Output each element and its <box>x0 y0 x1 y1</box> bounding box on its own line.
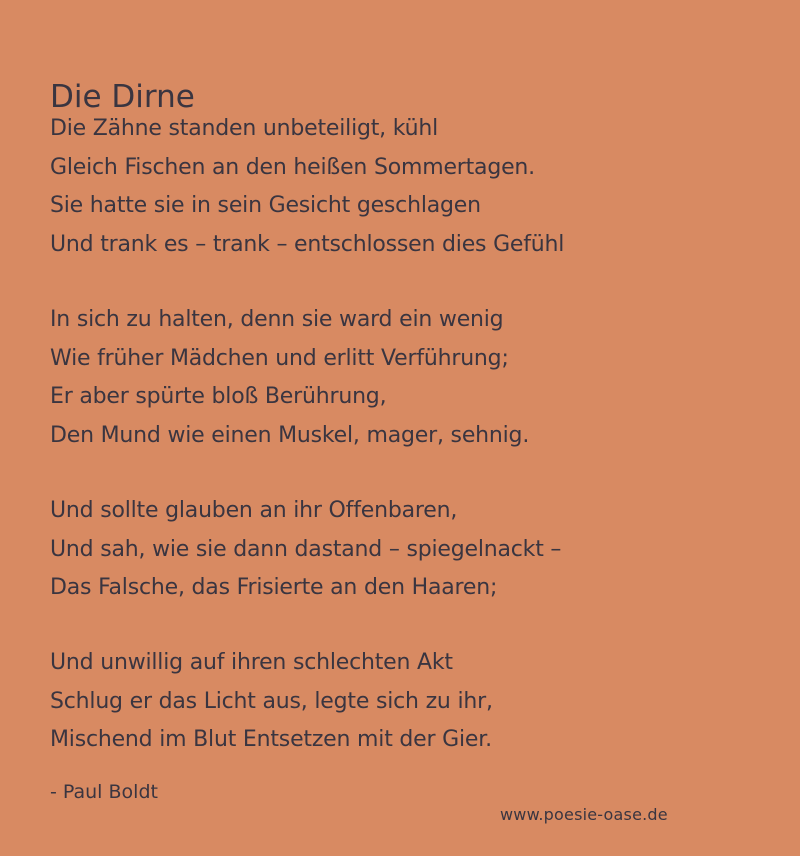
poem-line: Sie hatte sie in sein Gesicht geschlagen <box>50 193 481 218</box>
poem-line: Wie früher Mädchen und erlitt Verführung; <box>50 345 509 371</box>
poem-line: Die Zähne standen unbeteiligt, kühl <box>50 116 439 141</box>
stanza-3 <box>50 492 561 608</box>
poem-line: Und sollte glauben an ihr Offenbaren, <box>50 498 458 523</box>
stanza-4 <box>50 644 493 760</box>
poem-line: Und unwillig auf ihren schlechten Akt <box>50 650 453 675</box>
stanza-2 <box>50 301 529 455</box>
poem-author: - Paul Boldt <box>50 781 158 803</box>
poem-line: Mischend im Blut Entsetzen mit der Gier. <box>50 727 492 752</box>
poem-line: Den Mund wie einen Muskel, mager, sehnig. <box>50 422 530 448</box>
poem-line: Er aber spürte bloß Berührung, <box>50 384 387 409</box>
poem-line: Schlug er das Licht aus, legte sich zu ihr, <box>50 688 493 714</box>
poem-line: Das Falsche, das Frisierte an den Haaren; <box>50 575 498 600</box>
website-url: www.poesie-oase.de <box>500 805 668 824</box>
poem-title: Die Dirne <box>50 78 195 115</box>
poem-line: Und trank es – trank – entschlossen dies Gefühl <box>50 231 565 257</box>
stanza-1 <box>50 110 564 264</box>
poem-line: Und sah, wie sie dann dastand – spiegelnackt – <box>50 536 562 562</box>
poem-line: In sich zu halten, denn sie ward ein wenig <box>50 307 504 332</box>
poem-line: Gleich Fischen an den heißen Sommertagen. <box>50 154 535 180</box>
